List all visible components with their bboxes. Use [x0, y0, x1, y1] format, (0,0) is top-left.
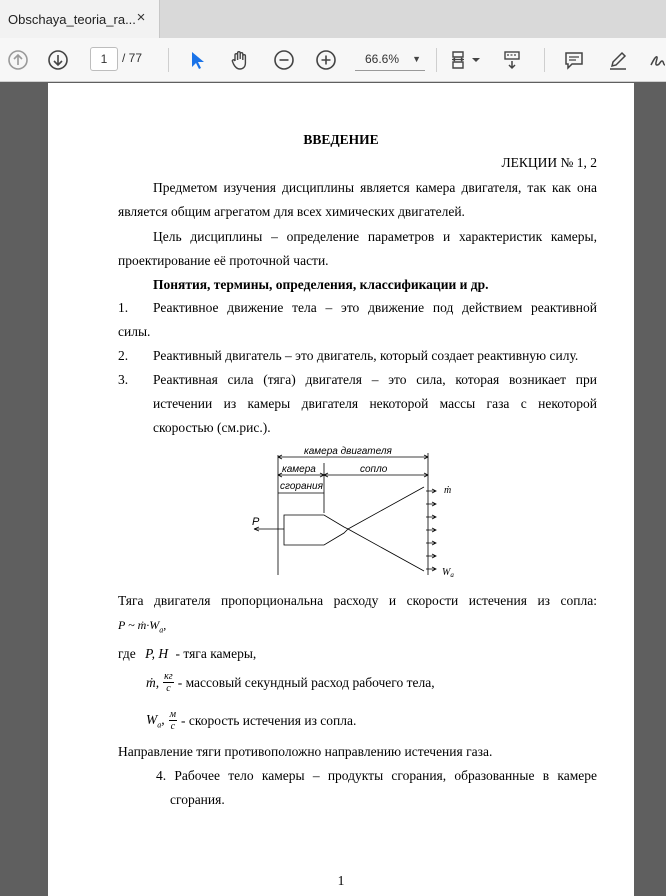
scroll-mode-button[interactable]: [498, 46, 526, 74]
comment-icon: [563, 49, 585, 71]
zoom-select[interactable]: [355, 47, 425, 71]
list-item-line: истечении из камеры двигателя некоторой массы газа с некоторой: [153, 396, 597, 411]
sign-button[interactable]: [644, 46, 666, 74]
toolbar-divider: [168, 48, 169, 72]
paragraph-line: Направление тяги противоположно направлению истечения газа.: [118, 744, 493, 759]
toolbar-divider: [436, 48, 437, 72]
unit-fraction: м с: [169, 709, 177, 732]
caret-down-icon: [470, 49, 482, 71]
paragraph-line: Цель дисциплины – определение параметров и характеристик камеры,: [153, 229, 597, 244]
hand-icon: [229, 49, 251, 71]
velocity-var: $W_a$,: [146, 711, 165, 730]
page-number-input[interactable]: 1: [90, 47, 118, 71]
section-heading: Понятия, термины, определения, классификации и др.: [153, 277, 489, 292]
list-number: 1.: [118, 300, 129, 315]
paragraph-line: Предметом изучения дисциплины является камера двигателя, так как она: [153, 180, 597, 195]
pen-icon: [607, 49, 629, 71]
toolbar: [0, 38, 666, 82]
page-total: / 77: [122, 51, 143, 65]
mass-flow-var: ṁ,: [146, 674, 160, 690]
engine-diagram: [244, 443, 474, 583]
zoom-value: 66.6%: [365, 52, 400, 66]
velocity-text: - скорость истечения из сопла.: [181, 712, 357, 728]
list-item-line: Реактивное движение тела – это движение под действием реактивной: [153, 300, 597, 315]
paragraph-line: Тяга двигателя пропорциональна расходу и скорости истечения из сопла:: [118, 593, 597, 608]
document-tab[interactable]: [0, 0, 160, 38]
paragraph-line: проектирование её проточной части.: [118, 253, 329, 268]
signature-icon: [647, 49, 666, 71]
hand-tool-button[interactable]: [226, 46, 254, 74]
arrow-up-circle-icon: [7, 49, 29, 71]
where-vars: P, H: [145, 646, 169, 661]
velocity-line: [146, 709, 356, 732]
comment-button[interactable]: [560, 46, 588, 74]
label-thrust: P: [252, 516, 260, 528]
label-nozzle: сопло: [360, 464, 388, 475]
where-text: - тяга камеры,: [175, 646, 257, 661]
where-line: [118, 646, 256, 662]
previous-page-button[interactable]: [4, 46, 32, 74]
chevron-down-icon: ▼: [412, 54, 421, 64]
highlight-button[interactable]: [604, 46, 632, 74]
close-icon[interactable]: ×: [136, 9, 146, 26]
label-engine-chamber: камера двигателя: [304, 446, 392, 457]
next-page-button[interactable]: [44, 46, 72, 74]
list-item-line: Реактивная сила (тяга) двигателя – это сила, которая возникает при: [153, 372, 597, 387]
list-item-line: силы.: [118, 324, 151, 339]
page-title: ВВЕДЕНИЕ: [303, 132, 379, 147]
exhaust-arrows: [426, 489, 436, 571]
arrow-down-circle-icon: [47, 49, 69, 71]
list-number: 2.: [118, 348, 129, 363]
where-word: где: [118, 646, 136, 661]
cursor-arrow-icon: [185, 49, 207, 71]
minus-circle-icon: [273, 49, 295, 71]
page-fit-dropdown[interactable]: [470, 46, 482, 74]
lecture-number: ЛЕКЦИИ № 1, 2: [501, 155, 597, 170]
list-item-line: 4. Рабочее тело камеры – продукты сгорания, образованные в камере: [156, 768, 597, 783]
list-item-line: сгорания.: [170, 792, 225, 807]
thrust-formula: P ~ $ṁ\cdot W_a$,: [118, 618, 167, 635]
fit-page-icon: [449, 49, 471, 71]
toolbar-divider: [544, 48, 545, 72]
unit-fraction: кг с: [164, 671, 173, 694]
label-combustion-chamber-2: сгорания: [280, 481, 323, 492]
mass-flow-text: - массовый секундный расход рабочего тела,: [177, 674, 435, 690]
list-item-line: скоростью (см.рис.).: [153, 420, 271, 435]
label-exhaust-velocity: $W_a$: [442, 567, 454, 579]
tab-bar: [0, 0, 666, 38]
zoom-in-button[interactable]: [312, 46, 340, 74]
paragraph-line: является общим агрегатом для всех химических двигателей.: [118, 204, 465, 219]
label-mass-flow: ṁ: [444, 485, 452, 496]
select-tool-button[interactable]: [182, 46, 210, 74]
zoom-out-button[interactable]: [270, 46, 298, 74]
scroll-mode-icon: [501, 49, 523, 71]
tab-title: Obschaya_teoria_ra...: [8, 11, 136, 27]
label-combustion-chamber: камера: [282, 464, 316, 475]
list-number: 3.: [118, 372, 129, 387]
plus-circle-icon: [315, 49, 337, 71]
pdf-page: [48, 83, 634, 896]
page-number: 1: [337, 873, 345, 888]
mass-flow-line: [146, 671, 435, 694]
list-item-line: Реактивный двигатель – это двигатель, который создает реактивную силу.: [153, 348, 579, 363]
